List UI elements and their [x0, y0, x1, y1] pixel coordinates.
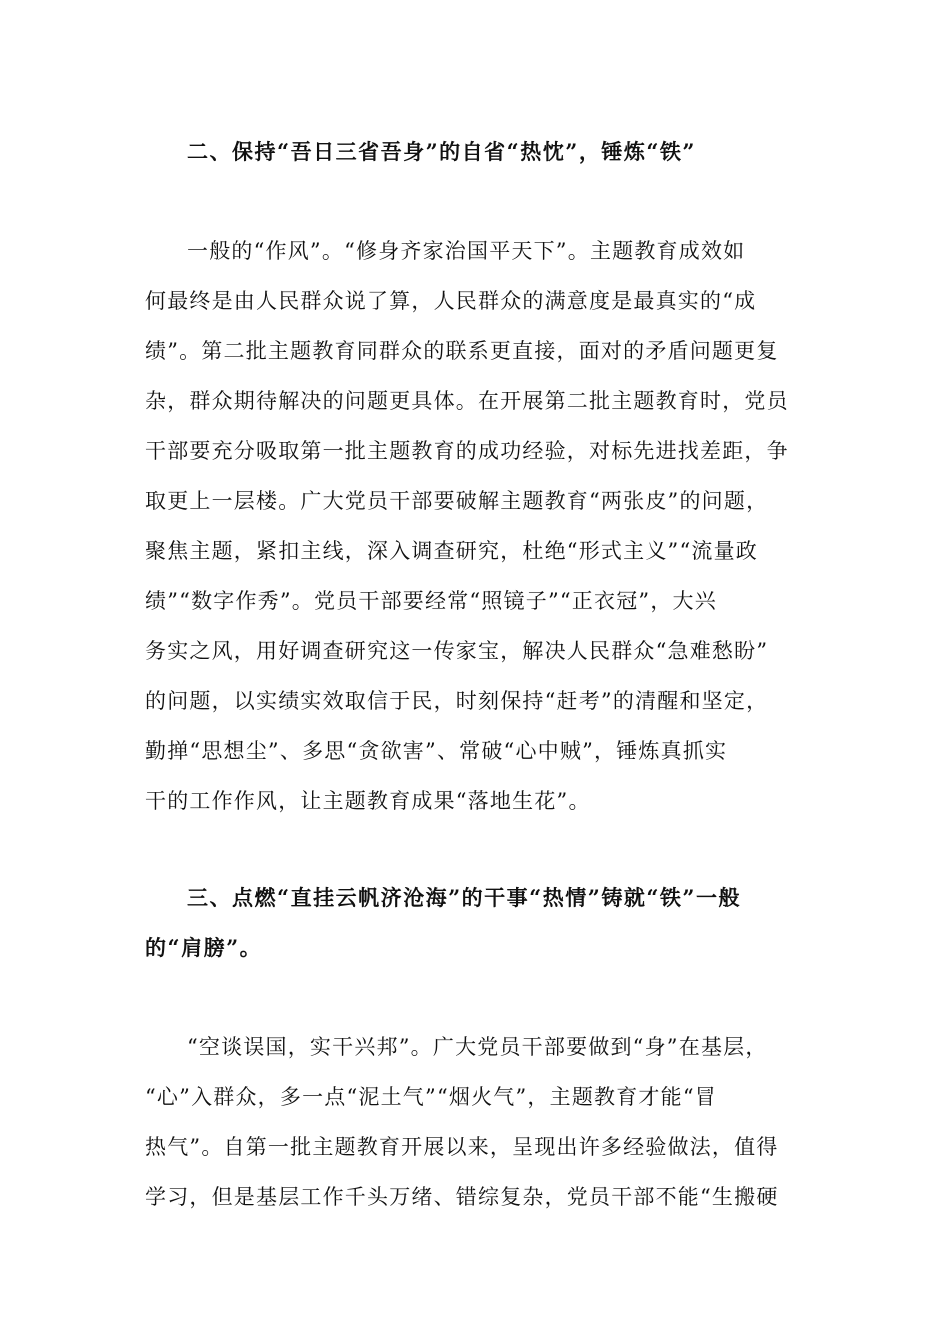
paragraph-line: 务实之风，用好调查研究这一传家宝，解决人民群众“急难愁盼”: [145, 639, 769, 663]
paragraph-line: 何最终是由人民群众说了算，人民群众的满意度是最真实的“成: [145, 289, 757, 313]
paragraph-line: 聚焦主题，紧扣主线，深入调查研究，杜绝“形式主义”“流量政: [145, 539, 759, 563]
paragraph-line: 杂，群众期待解决的问题更具体。在开展第二批主题教育时，党员: [145, 389, 789, 413]
paragraph-line: 取更上一层楼。广大党员干部要破解主题教育“两张皮”的问题，: [145, 489, 769, 513]
paragraph-line: 干部要充分吸取第一批主题教育的成功经验，对标先进找差距，争: [145, 439, 789, 463]
section-3-heading-continued: 的“肩膀”。: [145, 935, 263, 960]
paragraph-line: 学习，但是基层工作千头万绪、错综复杂，党员干部不能“生搬硬: [145, 1185, 779, 1209]
paragraph-line: 的问题，以实绩实效取信于民，时刻保持“赶考”的清醒和坚定，: [145, 689, 769, 713]
paragraph-line: 干的工作作风，让主题教育成果“落地生花”。: [145, 789, 591, 813]
paragraph-line: “心”入群众，多一点“泥土气”“烟火气”，主题教育才能“冒: [145, 1085, 717, 1109]
paragraph-line: 绩”“数字作秀”。党员干部要经常“照镜子”“正衣冠”，大兴: [145, 589, 717, 613]
section-2-heading: 二、保持“吾日三省吾身”的自省“热忱”，锤炼“铁”: [187, 139, 696, 164]
section-3-heading: 三、点燃“直挂云帆济沧海”的干事“热情”铸就“铁”一般: [187, 885, 741, 910]
paragraph-line: 绩”。第二批主题教育同群众的联系更直接，面对的矛盾问题更复: [145, 339, 779, 363]
paragraph-line: 一般的“作风”。“修身齐家治国平天下”。主题教育成效如: [187, 239, 746, 263]
paragraph-line: “空谈误国，实干兴邦”。广大党员干部要做到“身”在基层，: [187, 1035, 768, 1059]
paragraph-line: 热气”。自第一批主题教育开展以来，呈现出许多经验做法，值得: [145, 1135, 779, 1159]
paragraph-line: 勤掸“思想尘”、多思“贪欲害”、常破“心中贼”，锤炼真抓实: [145, 739, 728, 763]
